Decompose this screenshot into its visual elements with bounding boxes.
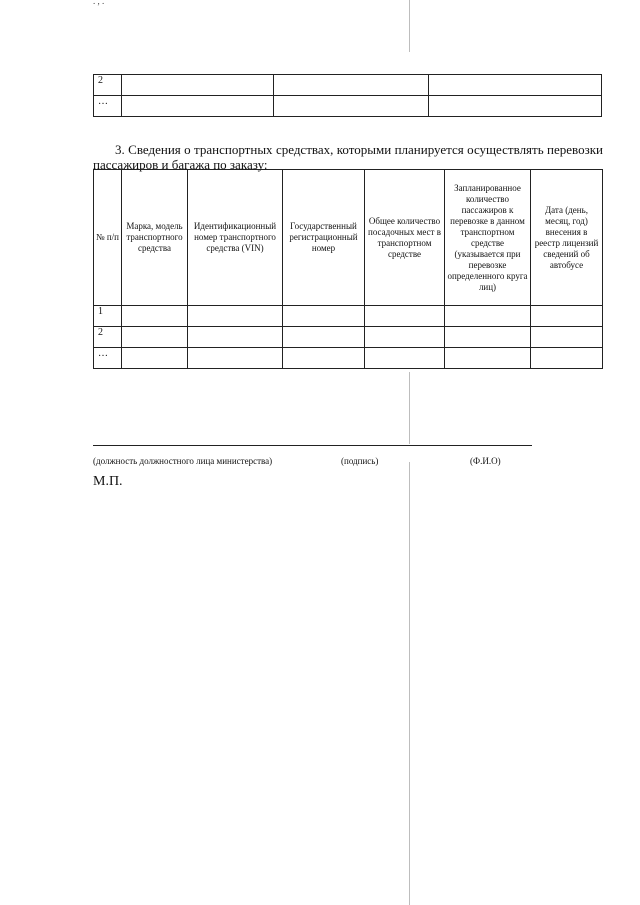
vehicle-table — [93, 169, 603, 369]
position-label: (должность должностного лица министерства) — [93, 456, 273, 466]
table-row — [94, 348, 603, 369]
scan-fold-line — [409, 0, 410, 52]
header-planned-passengers: Запланированное количество пассажиров к перевозке в данном транспортном средстве (указывается при перевозке определенного круга лиц) — [445, 170, 531, 306]
stamp-place: М.П. — [93, 474, 123, 489]
header-make-model: Марка, модель транспортного средства — [122, 170, 188, 306]
signature-line — [93, 445, 532, 446]
table-row — [94, 75, 602, 96]
header-registration-number: Государственный регистрационный номер — [283, 170, 365, 306]
row-number: 2 — [94, 75, 122, 96]
header-vin: Идентификационный номер транспортного средства (VIN) — [188, 170, 283, 306]
table-row — [94, 327, 603, 348]
section-3-heading: 3. Сведения о транспортных средствах, которыми планируется осуществлять перевозки пассажиров и багажа по заказу: — [93, 142, 603, 172]
table-row — [94, 96, 602, 117]
row-number: 2 — [94, 327, 122, 348]
signature-label: (подпись) — [341, 456, 379, 466]
header-number: № п/п — [94, 170, 122, 306]
row-number: 1 — [94, 306, 122, 327]
header-registry-date: Дата (день, месяц, год) внесения в реестр лицензий сведений об автобусе — [531, 170, 603, 306]
scan-speck: . , . — [93, 0, 105, 6]
row-number: … — [94, 348, 122, 369]
table-header-row — [94, 170, 603, 306]
row-number: … — [94, 96, 122, 117]
scan-fold-line — [409, 372, 410, 444]
previous-section-table — [93, 74, 602, 117]
scan-fold-line — [409, 462, 410, 905]
table-row — [94, 306, 603, 327]
header-seats: Общее количество посадочных мест в транспортном средстве — [365, 170, 445, 306]
name-label: (Ф.И.О) — [470, 456, 501, 466]
